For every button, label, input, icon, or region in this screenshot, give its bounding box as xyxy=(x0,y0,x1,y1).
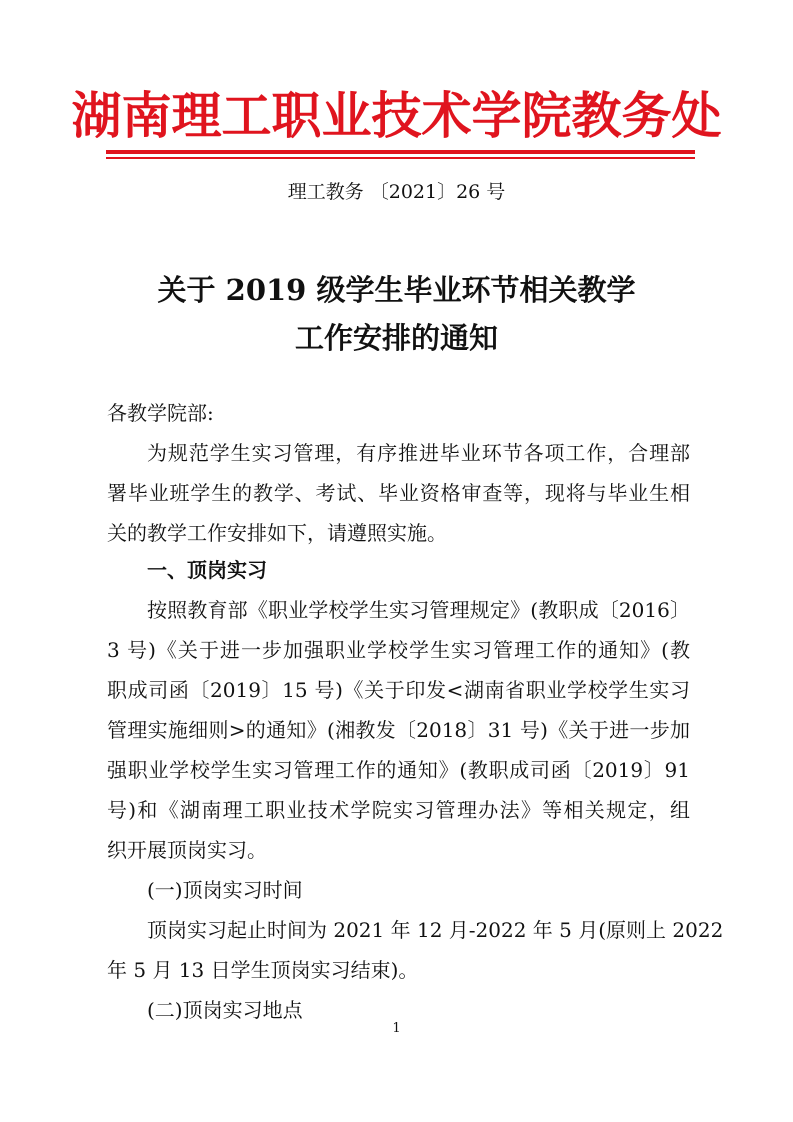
page-number: 1 xyxy=(392,1021,401,1036)
intro-line: 关的教学工作安排如下，请遵照实施。 xyxy=(107,521,447,545)
document-number: 理工教务 〔2021〕26 号 xyxy=(287,181,506,203)
section1-line: 号)和《湖南理工职业技术学院实习管理办法》等相关规定，组 xyxy=(107,798,690,822)
subsection-heading-time: (一)顶岗实习时间 xyxy=(147,878,303,902)
intro-line: 署毕业班学生的教学、考试、毕业资格审查等，现将与毕业生相 xyxy=(107,481,690,505)
section1-line: 职成司函〔2019〕15 号)《关于印发<湖南省职业学校学生实习 xyxy=(107,678,690,702)
section-heading-internship: 一、顶岗实习 xyxy=(147,558,267,582)
masthead-rule-thick xyxy=(106,150,695,154)
section1-line: 强职业学校学生实习管理工作的通知》(教职成司函〔2019〕91 xyxy=(107,758,690,782)
section1-line: 按照教育部《职业学校学生实习管理规定》(教职成〔2016〕 xyxy=(147,598,690,622)
document-title-line-1: 关于 2019 级学生毕业环节相关教学 xyxy=(157,273,636,307)
document-title-line-2: 工作安排的通知 xyxy=(294,321,498,355)
subsection1-line: 顶岗实习起止时间为 2021 年 12 月-2022 年 5 月(原则上 2022 xyxy=(147,918,724,942)
issuer-masthead: 湖南理工职业技术学院教务处 xyxy=(71,87,722,145)
intro-line: 为规范学生实习管理，有序推进毕业环节各项工作，合理部 xyxy=(147,441,690,465)
subsection-heading-location: (二)顶岗实习地点 xyxy=(147,998,303,1022)
subsection1-line: 年 5 月 13 日学生顶岗实习结束)。 xyxy=(107,958,419,982)
masthead-rule-thin xyxy=(106,157,695,159)
section1-line: 织开展顶岗实习。 xyxy=(107,838,267,862)
salutation: 各教学院部: xyxy=(107,401,214,425)
section1-line: 3 号)《关于进一步加强职业学校学生实习管理工作的通知》(教 xyxy=(107,638,690,662)
section1-line: 管理实施细则>的通知》(湘教发〔2018〕31 号)《关于进一步加 xyxy=(107,718,690,742)
